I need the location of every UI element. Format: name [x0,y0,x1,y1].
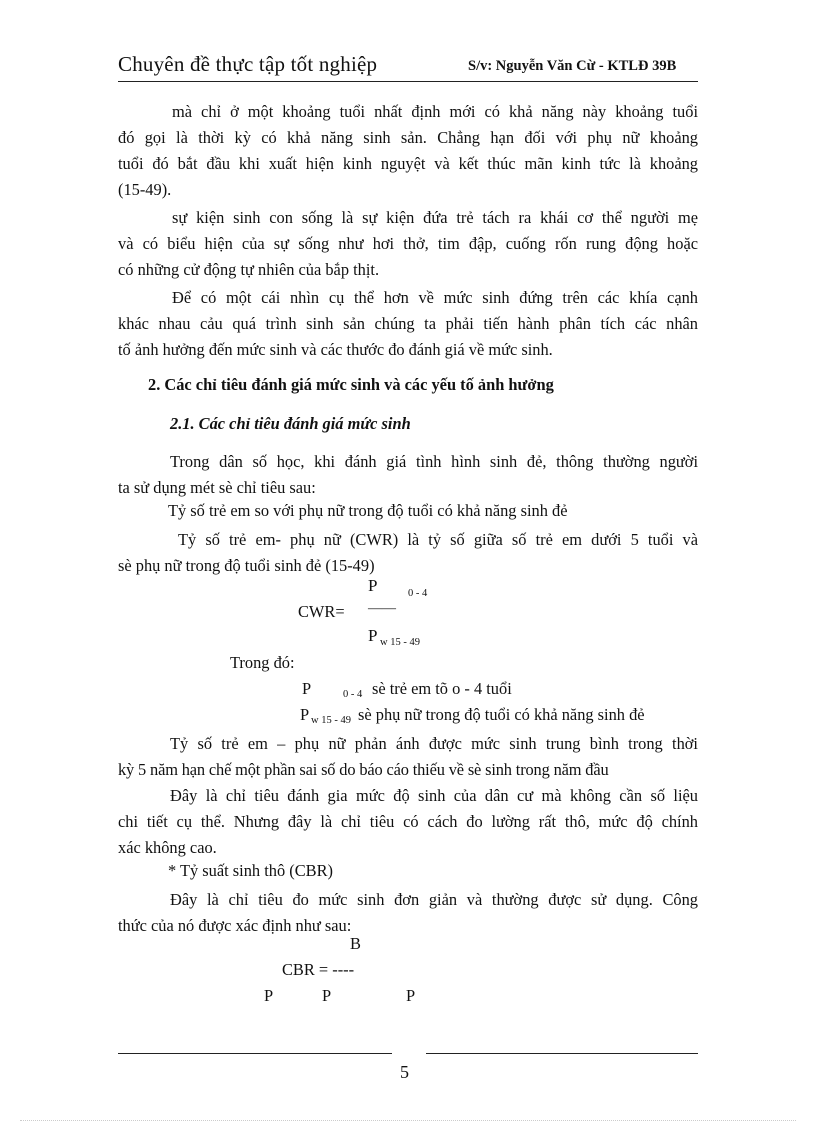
para8-last: thức của nó được xác định như sau: [118,916,352,935]
para3-line1: Để có một cái nhìn cụ thể hơn về mức sinh đứng trên các khía cạnh [172,288,698,307]
cwr-fraction-bar: —— [368,601,396,616]
header-title: Chuyên đề thực tập tốt nghiệp [118,52,378,76]
cbr-p3: P [406,986,416,1005]
def-text: sè trẻ em tõ o - 4 tuổi [372,679,512,698]
cwr-denominator: P [368,626,378,645]
def-symbol: P [300,705,310,724]
where-label: Trong đó: [230,653,295,672]
para2-last: có những cử động tự nhiên của bắp thịt. [118,260,380,279]
para3-line2: khác nhau cảu quá trình sinh sản chúng ta phải tiến hành phân tích các nhân [118,314,698,333]
footer-divider-left [118,1053,392,1054]
para5-last: sè phụ nữ trong độ tuổi sinh đẻ (15-49) [118,556,375,575]
para3-last: tố ảnh hưởng đến mức sinh và các thước đo đánh giá về mức sinh. [118,340,553,359]
page-number: 5 [400,1062,409,1082]
cbr-title: * Tỷ suất sinh thô (CBR) [168,861,333,880]
footer-divider-right [426,1053,698,1054]
cwr-title: Tỷ số trẻ em so với phụ nữ trong độ tuổi có khả năng sinh đẻ [168,501,568,520]
cbr-lhs: CBR = ---- [282,960,355,979]
def-text: sè phụ nữ trong độ tuổi có khả năng sinh đẻ [358,705,645,724]
cwr-lhs: CWR= [298,602,345,621]
para2-line2: và có biểu hiện của sự sống như hơi thở, tim đập, cuống rốn rung động hoặc [118,234,698,253]
cwr-numerator: P [368,576,378,595]
header-author: S/v: Nguyễn Văn Cừ - KTLĐ 39B [468,58,677,74]
para7-line1: Đây là chỉ tiêu đánh gia mức độ sinh của dân cư mà không cần số liệu [170,786,698,805]
para7-line2: chi tiết cụ thể. Nhưng đây là chỉ tiêu có cách đo lường rất thô, mức độ chính [118,812,698,831]
para1-last: (15-49). [118,180,172,199]
def-symbol: P [302,679,312,698]
cbr-p1: P [264,986,274,1005]
def-subscript: 0 - 4 [343,689,363,700]
para4-line1: Trong dân số học, khi đánh giá tình hình sinh đẻ, thông thường người [170,452,698,471]
para5-line1: Tỷ số trẻ em- phụ nữ (CWR) là tỷ số giữa số trẻ em dưới 5 tuổi và [178,530,698,549]
para1-line2: đó gọi là thời kỳ có khả năng sinh sản. Chẳng hạn đối với phụ nữ khoảng [118,128,698,147]
def-subscript: w 15 - 49 [311,715,351,726]
cbr-numerator: B [350,934,361,953]
para6-line1: Tỷ số trẻ em – phụ nữ phản ánh được mức sinh trung bình trong thời [170,734,698,753]
page-edge [20,1120,796,1121]
para2-line1: sự kiện sinh con sống là sự kiện đứa trẻ tách ra khái cơ thể người mẹ [172,208,698,227]
para6-last: kỳ 5 năm hạn chế một phần sai số do báo cáo thiếu về sè sinh trong năm đầu [118,760,609,779]
para4-last: ta sử dụng mét sè chỉ tiêu sau: [118,478,316,497]
para7-last: xác không cao. [118,838,217,857]
para1-line3: tuổi đó bắt đầu khi xuất hiện kinh nguyệt và kết thúc mãn kinh tức là khoảng [118,154,698,173]
header-divider [118,81,698,82]
section-2-heading: 2. Các chỉ tiêu đánh giá mức sinh và các yếu tố ảnh hưởng [148,375,554,394]
cwr-numerator-sub: 0 - 4 [408,588,428,599]
cwr-denominator-sub: w 15 - 49 [380,637,420,648]
section-2-1-heading: 2.1. Các chỉ tiêu đánh giá mức sinh [170,414,411,433]
para8-line1: Đây là chỉ tiêu đo mức sinh đơn giản và thường được sử dụng. Công [170,890,698,909]
cbr-p2: P [322,986,332,1005]
para1-line1: mà chỉ ở một khoảng tuổi nhất định mới có khả năng này khoảng tuổi [172,102,698,121]
